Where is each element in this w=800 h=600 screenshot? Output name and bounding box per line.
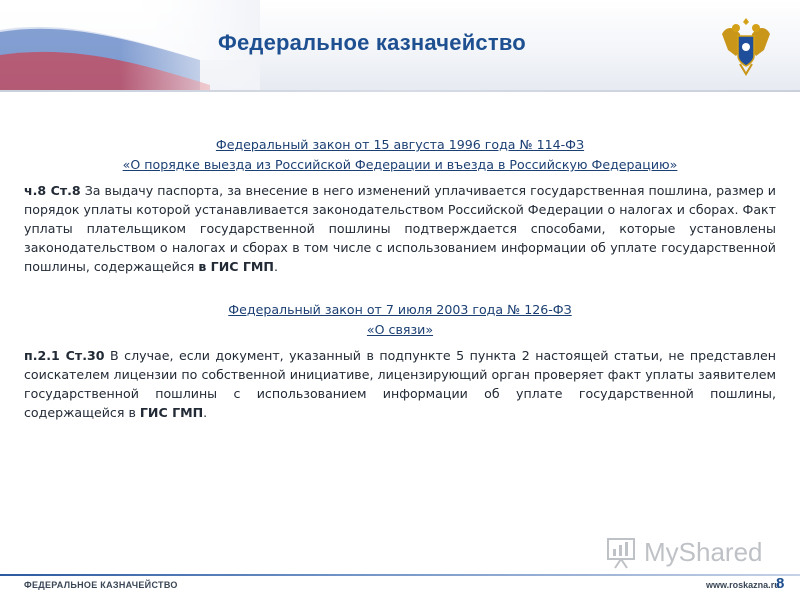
watermark-text: MyShared	[644, 537, 763, 567]
presentation-board-icon	[606, 535, 636, 569]
gis-gmp-emphasis: ГИС ГМП	[139, 405, 204, 420]
law-subtitle: «О связи»	[366, 322, 434, 337]
double-headed-eagle-emblem-icon	[718, 12, 774, 78]
gis-gmp-emphasis: в ГИС ГМП	[198, 259, 274, 274]
paragraph-end: .	[273, 259, 278, 274]
header-divider	[0, 90, 800, 92]
law-section-126fz	[24, 300, 776, 422]
footer-url[interactable]: www.roskazna.ru	[706, 580, 780, 590]
header-band	[0, 0, 800, 92]
footer-org-name: ФЕДЕРАЛЬНОЕ КАЗНАЧЕЙСТВО	[24, 580, 178, 590]
law-paragraph	[24, 346, 776, 422]
law-paragraph	[24, 181, 776, 276]
article-reference: п.2.1 Ст.30	[24, 348, 105, 363]
paragraph-text: В случае, если документ, указанный в подпункте 5 пункта 2 настоящей статьи, не представлен соискателем лицензии по собственной инициативе, лицензирующий орган проверяет факт уплаты заявителем государственной пошлины с использованием информации об уплате государственной пошлины, содержащейся в	[24, 348, 777, 420]
law-title: Федеральный закон от 7 июля 2003 года № 126-ФЗ	[228, 302, 572, 317]
law-title: Федеральный закон от 15 августа 1996 года № 114-ФЗ	[215, 137, 585, 152]
article-reference: ч.8 Ст.8	[24, 183, 81, 198]
page-number: 8	[776, 575, 785, 592]
page-title: Федеральное казначейство	[218, 30, 526, 55]
watermark	[606, 535, 766, 571]
paragraph-text: За выдачу паспорта, за внесение в него изменений уплачивается государственная пошлина, размер и порядок уплаты которой устанавливается законодательством Российской Федерации о налогах и сборах. Факт уплаты плательщиком государственной пошлины подтверждается способами, которые установлены законодательством о налогах и сборах в том числе с использованием информации об уплате государственной пошлины, содержащейся	[24, 183, 776, 274]
paragraph-end: .	[203, 405, 208, 420]
footer-divider	[0, 574, 800, 576]
law-subtitle: «О порядке выезда из Российской Федерации и въезда в Российскую Федерацию»	[122, 157, 678, 172]
law-section-114fz	[24, 135, 776, 276]
document-body	[24, 135, 776, 422]
